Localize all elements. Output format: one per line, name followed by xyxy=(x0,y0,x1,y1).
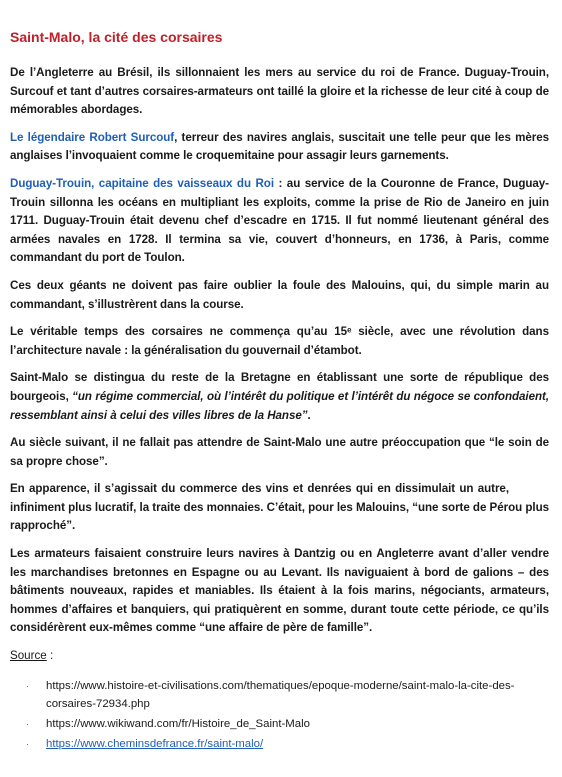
duguay-text: : au service de la Couronne de France, Duguay-Trouin sillonna les océans en multipliant les exploits, comme la prise de Rio de Janeiro en juin 1711. Duguay-Trouin était devenu chef d’escadre en 1715. Il fut nommé lieutenant général des armées navales en 1728. Il termina sa vie, couvert d’honneurs, en 1736, à Paris, comme commandant du port de Toulon. xyxy=(10,176,549,265)
source-link-3[interactable]: https://www.cheminsdefrance.fr/saint-malo/ xyxy=(46,738,264,751)
hanse-quote: “un régime commercial, où l’intérêt du politique et l’intérêt du négoce se confondaient, ressemblant ainsi à celui des villes libres de la Hanse” xyxy=(10,389,550,422)
apparence-text-b: infiniment plus lucratif, la traite des monnaies. C’était, pour les Malouins, “une sorte de Pérou plus rapproché”. xyxy=(10,500,549,533)
list-item xyxy=(10,735,549,753)
source-heading xyxy=(10,647,549,665)
surcouf-text: , terreur des navires anglais, suscitait une telle peur que les mères anglaises l’invoquaient comme le croquemitaine pour assagir leurs garnements. xyxy=(10,130,549,163)
page-title: Saint-Malo, la cité des corsaires xyxy=(10,29,223,45)
list-item xyxy=(10,715,549,733)
armateurs-paragraph: Les armateurs faisaient construire leurs navires à Dantzig ou en Angleterre avant d’aller vendre les marchandises bretonnes en Espagne ou au Levant. Ils naviguaient à bord de galions – des bâtiments nouveaux, rapides et maniables. Ils étaient à la fois marins, négociants, armateurs, hommes d’affaires et banquiers, qui pratiquèrent en somme, durant toute cette période, ce qu’ils considérèrent eux-mêmes comme “une affaire de père de famille”. xyxy=(10,547,549,635)
surcouf-paragraph xyxy=(10,129,549,166)
siecle-paragraph: Au siècle suivant, il ne fallait pas attendre de Saint-Malo une autre préoccupation que “le soin de sa propre chose”. xyxy=(10,436,549,468)
distingua-text: Saint-Malo se distingua du reste de la Bretagne en établissant une sorte de république des bourgeois, xyxy=(10,371,549,403)
apparence-text-a: En apparence, il s’agissait du commerce des vins et denrées qui en dissimulait un autre, xyxy=(10,482,509,496)
source-list xyxy=(10,677,549,753)
distingua-end: . xyxy=(307,408,311,422)
source-label: Source xyxy=(10,649,47,663)
apparence-paragraph xyxy=(10,480,549,536)
source-url-1[interactable]: https://www.histoire-et-civilisations.com/thematiques/epoque-moderne/saint-malo-la-cite-des-corsaires-72934.php xyxy=(46,680,515,711)
duguay-lead: Duguay-Trouin, capitaine des vaisseaux du Roi xyxy=(10,176,274,190)
surcouf-lead: Le légendaire Robert Surcouf xyxy=(10,130,175,144)
list-item xyxy=(10,677,549,713)
temps-paragraph: Le véritable temps des corsaires ne commença qu’au 15ᵉ siècle, avec une révolution dans l’architecture navale : la généralisation du gouvernail d’étambot. xyxy=(10,325,549,357)
source-url-2[interactable]: https://www.wikiwand.com/fr/Histoire_de_Saint-Malo xyxy=(46,718,310,731)
duguay-paragraph xyxy=(10,175,549,268)
document-page xyxy=(10,28,549,755)
intro-paragraph: De l’Angleterre au Brésil, ils sillonnaient les mers au service du roi de France. Duguay-Trouin, Surcouf et tant d’autres corsaires-armateurs ont taillé la gloire et la richesse de leur cité à coup de mémorables abordages. xyxy=(10,66,549,117)
bullet-icon: · xyxy=(26,739,29,750)
geants-paragraph: Ces deux géants ne doivent pas faire oublier la foule des Malouins, qui, du simple marin au commandant, s’illustrèrent dans la course. xyxy=(10,278,549,311)
distingua-paragraph xyxy=(10,369,549,425)
bullet-icon: · xyxy=(26,719,29,730)
bullet-icon: · xyxy=(26,681,29,692)
source-colon: : xyxy=(46,649,54,663)
